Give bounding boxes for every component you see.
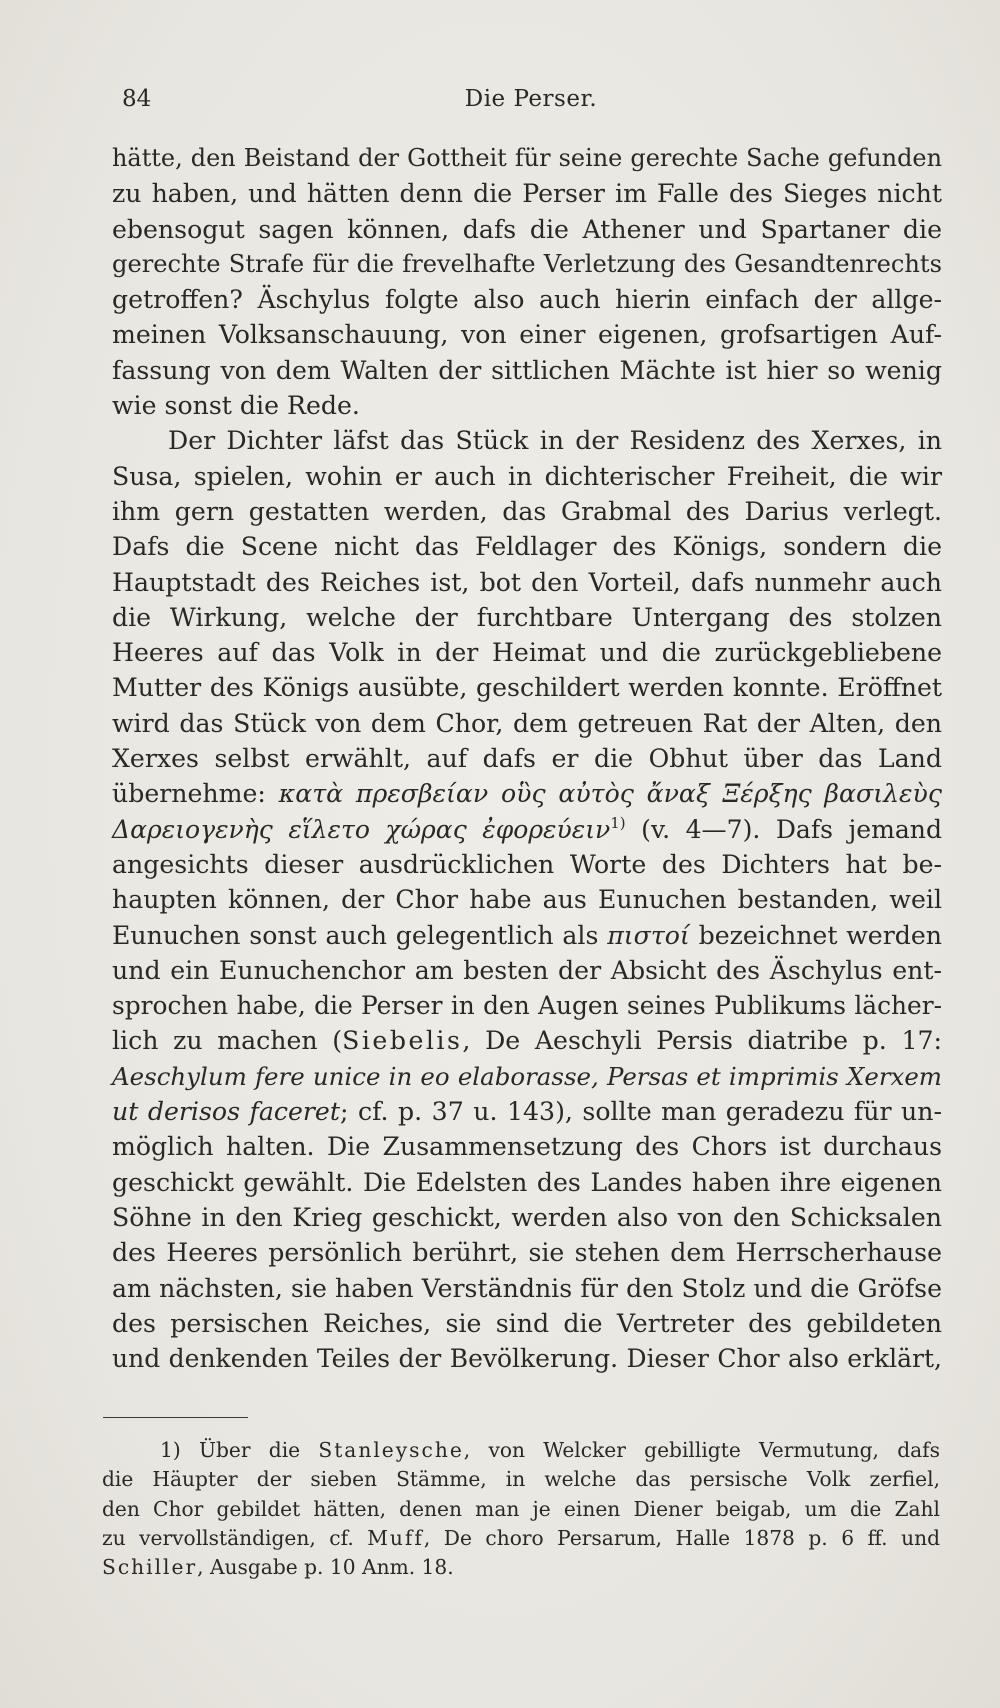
body-line: Xerxes selbst erwählt, auf dafs er die Obhut über das Land — [112, 744, 942, 774]
page-number: 84 — [122, 86, 152, 112]
body-line: des persischen Reiches, sie sind die Vertreter des gebildeten — [112, 1308, 942, 1338]
body-line: wird das Stück von dem Chor, dem getreuen Rat der Alten, den — [112, 708, 942, 738]
latin-quote: ut derisos faceret — [112, 1097, 340, 1127]
footnote-line: Schiller, Ausgabe p. 10 Anm. 18. — [102, 1555, 454, 1580]
body-line: Δαρειογενὴς εἵλετο χώρας ἐφορεύειν$^{1)}$ (v. 4—7). Dafs jemand — [112, 813, 942, 844]
body-line: Mutter des Königs ausübte, geschildert werden konnte. Eröffnet — [112, 673, 942, 703]
body-line: und denkenden Teiles der Bevölkerung. Dieser Chor also erklärt, — [112, 1344, 942, 1374]
body-line: haupten können, der Chor habe aus Eunuchen bestanden, weil — [112, 885, 942, 915]
body-line: Dafs die Scene nicht das Feldlager des Königs, sondern die — [112, 532, 942, 562]
body-line: geschickt gewählt. Die Edelsten des Landes haben ihre eigenen — [112, 1167, 942, 1197]
footnote-line: die Häupter der sieben Stämme, in welche das persische Volk zerfiel, — [102, 1467, 940, 1492]
body-line: ut derisos faceret; cf. p. 37 u. 143), sollte man geradezu für un- — [112, 1097, 942, 1127]
body-line: lich zu machen (Siebelis, De Aeschyli Persis diatribe p. 17: — [112, 1026, 942, 1056]
body-line: die Wirkung, welche der furchtbare Untergang des stolzen — [112, 602, 942, 632]
body-line: und ein Eunuchenchor am besten der Absicht des Äschylus ent- — [112, 955, 942, 985]
body-line: des Heeres persönlich berührt, sie stehen dem Herrscherhause — [112, 1238, 942, 1268]
body-line: Susa, spielen, wohin er auch in dichterischer Freiheit, die wir — [112, 461, 942, 491]
author-name: Siebelis — [342, 1026, 463, 1056]
body-line: ihm gern gestatten werden, das Grabmal des Darius verlegt. — [112, 496, 942, 526]
footnote-line: den Chor gebildet hätten, denen man je einen Diener beigab, um die Zahl — [102, 1496, 940, 1521]
body-line: möglich halten. Die Zusammensetzung des Chors ist durchaus — [112, 1132, 942, 1162]
body-line: hätte, den Beistand der Gottheit für seine gerechte Sache gefunden — [112, 144, 942, 172]
body-line: Heeres auf das Volk in der Heimat und die zurückgebliebene — [112, 638, 942, 668]
body-line: Der Dichter läfst das Stück in der Residenz des Xerxes, in — [168, 426, 942, 456]
body-line: angesichts dieser ausdrücklichen Worte des Dichters hat be- — [112, 849, 942, 879]
footnote-reference: 1) — [610, 813, 626, 832]
greek-quote: κατὰ πρεσβείαν οὓς αὐτὸς ἄναξ Ξέρξης βασιλεὺς — [278, 779, 942, 809]
footnotes — [102, 1436, 940, 1582]
body-line — [112, 1059, 942, 1094]
body-line: gerechte Strafe für die frevelhafte Verletzung des Gesandtenrechts — [112, 249, 942, 278]
body-line: fassung von dem Walten der sittlichen Mächte ist hier so wenig — [112, 355, 942, 385]
body-line: ebensogut sagen können, dafs die Athener und Spartaner die — [112, 214, 942, 244]
body-line: übernehme: κατὰ πρεσβείαν οὓς αὐτὸς ἄναξ Ξέρξης βασιλεὺς — [112, 779, 942, 809]
footnote-line: 1) Über die Stanleysche, von Welcker gebilligte Vermutung, dafs — [160, 1438, 940, 1462]
body-line: zu haben, und hätten denn die Perser im Falle des Sieges nicht — [112, 179, 942, 209]
body-line: meinen Volksanschauung, von einer eigenen, grofsartigen Auf- — [112, 320, 942, 350]
body-text — [112, 141, 942, 1376]
body-line: Hauptstadt des Reiches ist, bot den Vorteil, dafs nunmehr auch — [112, 567, 942, 597]
body-line: sprochen habe, die Perser in den Augen seines Publikums lächer- — [112, 991, 942, 1021]
author-name: Schiller — [102, 1555, 198, 1580]
greek-word: πιστοί — [607, 920, 690, 950]
body-line: wie sonst die Rede. — [112, 391, 360, 421]
page-header — [122, 86, 940, 126]
greek-quote: Δαρειογενὴς εἵλετο χώρας ἐφορεύειν — [112, 814, 611, 844]
author-name: Stanleysche — [318, 1438, 464, 1462]
body-line: getroffen? Äschylus folgte also auch hierin einfach der allge- — [112, 285, 942, 315]
body-line: am nächsten, sie haben Verständnis für den Stolz und die Gröfse — [112, 1273, 942, 1303]
author-name: Muff — [367, 1525, 424, 1550]
running-title: Die Perser. — [464, 86, 598, 112]
body-line: Söhne in den Krieg geschickt, werden also von den Schicksalen — [112, 1202, 942, 1232]
latin-quote: Aeschylum fere unice in eo elaborasse, Persas et imprimis Xerxem — [112, 1061, 942, 1091]
footnote-rule — [103, 1417, 248, 1418]
body-line: Eunuchen sonst auch gelegentlich als πιστοί bezeichnet werden — [112, 920, 942, 950]
footnote-line: zu vervollständigen, cf. Muff, De choro Persarum, Halle 1878 p. 6 ff. und — [102, 1525, 940, 1550]
